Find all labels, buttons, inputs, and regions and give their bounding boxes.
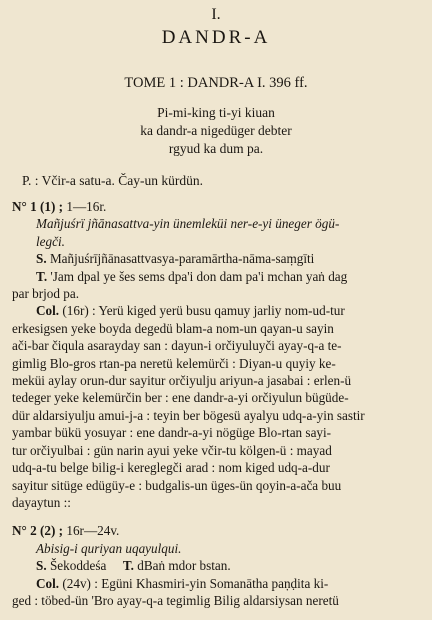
- sanskrit-tibetan-line: [12, 557, 424, 574]
- entry-range: 16r—24v.: [66, 523, 120, 539]
- col-text: (24v) : Egüni Khasmiri-yin Somanātha paṇḍita ki-: [62, 575, 329, 591]
- colophon-line: Pi-mi-king ti-yi kiuan: [157, 105, 275, 120]
- col-line: yambar bükü yosuyar : ene dandr-a-yi nögüge Blo-rtan sayi-: [12, 425, 332, 441]
- entry-heading: [12, 198, 424, 215]
- entry-2: [12, 522, 424, 609]
- entry-title-line: Abisig-i quriyan uqayulqui.: [36, 540, 182, 556]
- col-line: dayaytun ::: [12, 494, 71, 510]
- col-label: Col.: [36, 575, 60, 591]
- col-text: (16r) : Yerü kiged yerü busu qamuy jarliy nom-ud-tur: [62, 303, 345, 319]
- col-line: tedeger yeke kelemürčin ber : ene dandr-a-yi orčiyulun bügüde-: [12, 390, 349, 406]
- entry-number: N° 2 (2) ;: [12, 523, 64, 539]
- tibetan-line: [12, 268, 424, 285]
- entries: [12, 198, 424, 620]
- tibetan-label: T.: [36, 268, 48, 284]
- tibetan-text: dBaṅ mdor bstan.: [137, 558, 231, 574]
- colophon-line: ka dandr-a nigedüger debter: [140, 123, 292, 138]
- col-line: meküi aylay orun-dur sayitur orčiyulju ariyun-a jasabai : erlen-ü: [12, 373, 352, 389]
- entry-number: N° 1 (1) ;: [12, 199, 64, 214]
- colophon-block: [0, 104, 432, 158]
- sanskrit-line: [12, 250, 424, 267]
- col-line: dür aldarsiyulju amui-j-a : teyin ber bögesü ayalyu udq-a-yin sastir: [12, 407, 365, 423]
- tibetan-line-cont: par brjod pa.: [12, 286, 80, 302]
- chapter-title: DANDR-A: [161, 27, 271, 48]
- p-line: P. : Včir-a satu-a. Čay-un kürdün.: [22, 173, 203, 188]
- entry-1: [12, 198, 424, 511]
- col-line: udq-a-tu belge bilig-i kereglegči arad : nom kiged udq-a-dur: [12, 460, 330, 476]
- entry-heading: [12, 522, 424, 539]
- col-line: erkesigsen yeke boyda degedü blam-a nom-un qayan-u sayin: [12, 320, 334, 336]
- colophon-text-line: [12, 575, 424, 592]
- col-line: sayitur sitüge edügüy-e : budgalis-un üges-ün qoyin-a-ača buu: [12, 477, 342, 493]
- col-line: ged : töbed-ün 'Bro ayay-q-a tegimlig Bilig aldarsiysan neretü: [12, 592, 339, 608]
- col-line: gimlig Blo-gros rtan-pa neretü kelemürči : Diyan-u quyiy ke-: [12, 355, 336, 371]
- tibetan-label: T.: [122, 558, 134, 574]
- sanskrit-label: S.: [36, 251, 47, 267]
- tome-line: TOME 1 : DANDR-A I. 396 ff.: [124, 75, 308, 91]
- colophon-text-line: [12, 302, 424, 319]
- sanskrit-label: S.: [36, 558, 47, 574]
- tibetan-text: 'Jam dpal ye šes sems dpa'i don dam pa'i mchan yaṅ dag: [50, 268, 348, 284]
- chapter-number: I.: [211, 6, 221, 23]
- col-label: Col.: [36, 303, 60, 319]
- col-line: tur orčiyulbai : gün narin ayui yeke včir-tu kölgen-ü : mayad: [12, 442, 332, 458]
- col-line: ači-bar čiqula asarayday san : dayun-i orčiyuluyči ayay-q-a te-: [12, 338, 342, 354]
- colophon-line: rgyud ka dum pa.: [168, 141, 264, 156]
- entry-range: 1—16r.: [66, 199, 107, 214]
- sanskrit-text: Mañjuśrījñānasattvasya-paramārtha-nāma-saṃgīti: [49, 251, 315, 267]
- sanskrit-text: Šekoddeśa: [49, 558, 107, 574]
- entry-title-line: legči.: [36, 233, 65, 249]
- entry-title-line: Mañjuśrï jñānasattva-yin ünemleküi ner-e-yi üneger ögü-: [36, 216, 340, 232]
